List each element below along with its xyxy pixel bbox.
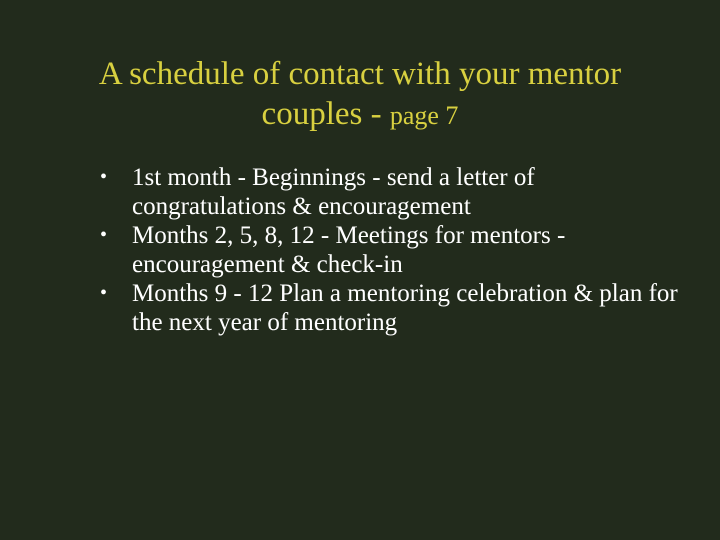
bullet-item <box>100 221 680 279</box>
bullet-marker: • <box>100 282 108 304</box>
slide-title <box>0 54 720 136</box>
bullet-marker: • <box>100 166 108 188</box>
bullet-marker: • <box>100 224 108 246</box>
title-suffix: page 7 <box>389 101 459 130</box>
bullet-text: Months 9 - 12 Plan a mentoring celebration & plan for the next year of mentoring <box>132 280 678 336</box>
title-line-2: couples - <box>261 96 390 132</box>
bullet-list <box>100 163 680 337</box>
bullet-text: Months 2, 5, 8, 12 - Meetings for mentors - encouragement & check-in <box>132 222 566 278</box>
title-line-1: A schedule of contact with your mentor <box>98 56 622 92</box>
bullet-item <box>100 279 680 337</box>
bullet-item <box>100 163 680 221</box>
bullet-text: 1st month - Beginnings - send a letter of congratulations & encouragement <box>132 164 535 220</box>
